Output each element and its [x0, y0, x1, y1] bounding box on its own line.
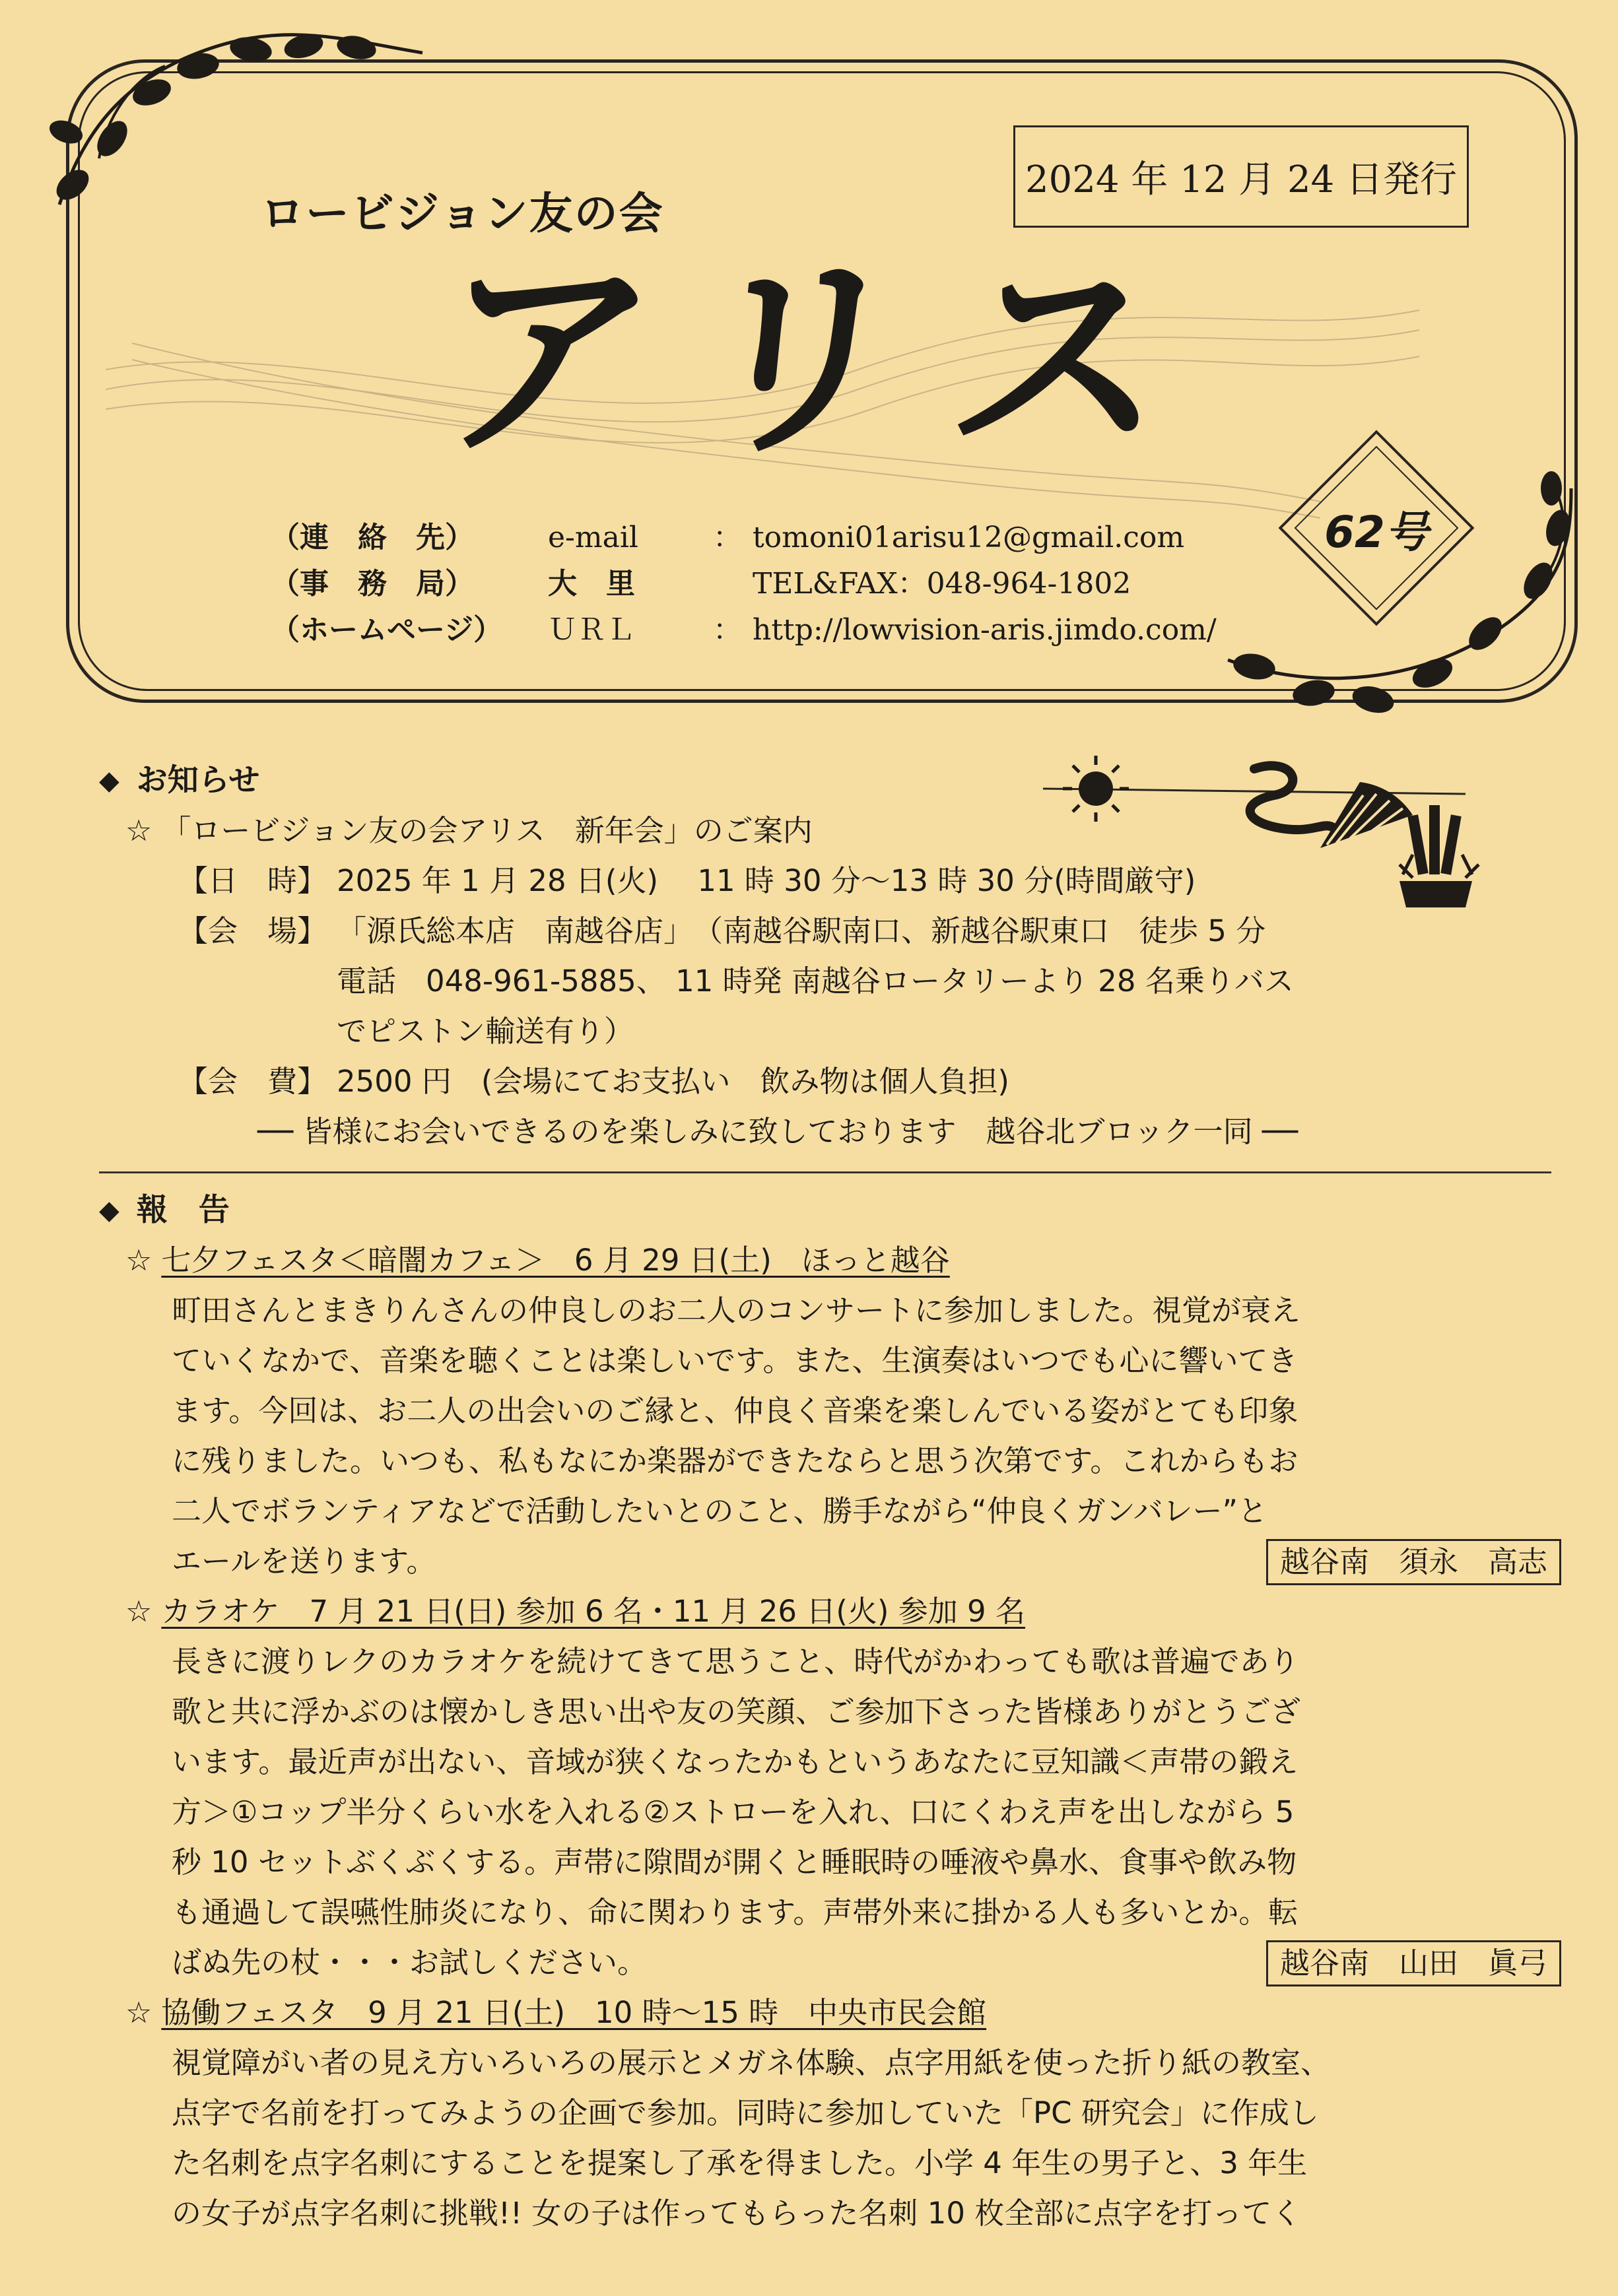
issue-number-badge — [1277, 429, 1475, 627]
venue-continuation: 電話 048-961-5885、 11 時発 南越谷ロータリーより 28 名乗りバス — [337, 964, 1294, 999]
paragraph-line: 視覚障がい者の見え方いろいろの展示とメガネ体験、点字用紙を使った折り紙の教室、 — [172, 2045, 1331, 2080]
contact-label: （連 絡 先） — [271, 521, 474, 554]
notice-heading — [99, 756, 1551, 806]
contact-row-email — [271, 515, 1217, 561]
issue-number: 62号 — [1324, 506, 1429, 558]
event-date-row — [178, 856, 1551, 906]
info-label: 【会 場】 — [178, 913, 327, 948]
paragraph-line: 秒 10 セットぶくぶくする。声帯に隙間が開くと睡眠時の唾液や鼻水、食事や飲み物 — [172, 1845, 1297, 1880]
report-paragraph — [99, 2038, 1561, 2239]
event-venue-row — [178, 906, 1551, 956]
phone-number: TEL&FAX：048-964-1802 — [753, 567, 1131, 601]
document-body — [99, 756, 1551, 2239]
event-info — [99, 856, 1551, 956]
paragraph-line: も通過して誤嚥性肺炎になり、命に関わります。声帯外来に掛かる人も多いとか。転 — [172, 1895, 1298, 1930]
report-paragraph — [99, 1286, 1561, 1587]
notice-heading-text: お知らせ — [136, 762, 260, 799]
report-title-text: 七夕フェスタ＜暗闇カフェ＞ 6 月 29 日(土) ほっと越谷 — [161, 1243, 950, 1278]
info-value: 「源氏総本店 南越谷店」 （南越谷駅南口、新越谷駅東口 徒歩 5 分 — [337, 913, 1266, 948]
contact-label: （ホームページ） — [271, 613, 503, 647]
info-label: 【会 費】 — [178, 1064, 327, 1099]
diamond-bullet-icon: ◆ — [99, 1195, 119, 1226]
paragraph-line: 町田さんとまきりんさんの仲良しのお二人のコンサートに参加しました。視覚が衰え — [172, 1293, 1301, 1328]
notice-closing: ── 皆様にお会いできるのを楽しみに致しております 越谷北ブロック一同 ── — [257, 1114, 1298, 1149]
author-signature: 越谷南 須永 高志 — [1266, 1539, 1561, 1585]
contact-key: ＵＲＬ — [548, 613, 635, 647]
paragraph-line: の女子が点字名刺に挑戦!! 女の子は作ってもらった名刺 10 枚全部に点字を打ってく — [172, 2196, 1302, 2231]
report-heading — [99, 1185, 1551, 1235]
email-link[interactable]: tomoni01arisu12@gmail.com — [753, 521, 1185, 554]
paragraph-line: に残りました。いつも、私もなにか楽器ができたならと思う次第です。これからもお — [172, 1443, 1298, 1478]
contact-key: 大 里 — [548, 567, 635, 601]
contact-row-homepage — [271, 607, 1217, 653]
report-heading-text: 報 告 — [136, 1192, 230, 1228]
event-fee-row — [178, 1057, 1551, 1107]
paragraph-line: ます。今回は、お二人の出会いのご縁と、仲良く音楽を楽しんでいる姿がとても印象 — [172, 1393, 1298, 1428]
paragraph-line: た名刺を点字名刺にすることを提案し了承を得ました。小学 4 年生の男子と、3 年生 — [172, 2146, 1308, 2181]
notice-title-text: 「ロービジョン友の会アリス 新年会」のご案内 — [161, 813, 813, 848]
star-bullet-icon: ☆ — [125, 813, 152, 848]
report-item-title — [99, 1235, 1551, 1286]
paragraph-line: います。最近声が出ない、音域が狭くなったかもというあなたに豆知識＜声帯の鍛え — [172, 1744, 1298, 1779]
paragraph-line: 長きに渡りレクのカラオケを続けてきて思うこと、時代がかわっても歌は普遍であり — [172, 1644, 1299, 1679]
star-bullet-icon: ☆ — [125, 1995, 152, 2030]
section-divider — [99, 1171, 1551, 1173]
paragraph-last-line — [172, 1938, 1561, 1988]
report-title-text: カラオケ 7 月 21 日(日) 参加 6 名・11 月 26 日(火) 参加 9 名 — [161, 1594, 1025, 1629]
diamond-bullet-icon: ◆ — [99, 766, 119, 796]
paragraph-line: エールを送ります。 — [172, 1544, 436, 1579]
paragraph-line: ていくなかで、音楽を聴くことは楽しいです。また、生演奏はいつでも心に響いてき — [172, 1343, 1298, 1378]
contact-row-office — [271, 561, 1217, 607]
info-value: 2025 年 1 月 28 日(火) 11 時 30 分～13 時 30 分(時間厳守) — [337, 863, 1196, 898]
contact-sep — [713, 561, 753, 607]
paragraph-line: ばぬ先の杖・・・お試しください。 — [172, 1945, 648, 1980]
contact-block — [271, 515, 1217, 653]
paragraph-line: 点字で名前を打ってみようの企画で参加。同時に参加していた「PC 研究会」に作成し — [172, 2095, 1319, 2130]
author-signature: 越谷南 山田 眞弓 — [1266, 1940, 1561, 1986]
star-bullet-icon: ☆ — [125, 1594, 152, 1629]
report-item-title — [99, 1988, 1551, 2038]
contact-label: （事 務 局） — [271, 567, 474, 601]
paragraph-line: 方＞①コップ半分くらい水を入れる②ストローを入れ、口にくわえ声を出しながら 5 — [172, 1794, 1295, 1829]
contact-key: e-mail — [548, 521, 639, 554]
organization-name: ロービジョン友の会 — [261, 188, 664, 239]
contact-sep: ： — [713, 521, 742, 554]
paragraph-line: 歌と共に浮かぶのは懐かしき思い出や友の笑顔、ご参加下さった皆様ありがとうござ — [172, 1694, 1301, 1729]
report-paragraph — [99, 1637, 1561, 1988]
paragraph-line: 二人でボランティアなどで活動したいとのこと、勝手ながら“仲良くガンバレー”と — [172, 1493, 1267, 1528]
info-value: 2500 円 (会場にてお支払い 飲み物は個人負担) — [337, 1064, 1009, 1099]
star-bullet-icon: ☆ — [125, 1243, 152, 1278]
newsletter-title: アリス — [422, 233, 1229, 486]
paragraph-last-line — [172, 1536, 1561, 1587]
contact-sep: ： — [713, 613, 742, 647]
info-label: 【日 時】 — [178, 863, 327, 898]
report-title-text: 協働フェスタ 9 月 21 日(土) 10 時～15 時 中央市民会館 — [161, 1995, 987, 2030]
homepage-link[interactable]: http://lowvision-aris.jimdo.com/ — [753, 613, 1217, 647]
report-item-title — [99, 1587, 1551, 1637]
venue-continuation: でピストン輸送有り） — [337, 1014, 634, 1049]
issue-date: 2024 年 12 月 24 日発行 — [1013, 125, 1469, 228]
notice-item-title — [99, 806, 1551, 856]
event-fee — [99, 1057, 1551, 1107]
